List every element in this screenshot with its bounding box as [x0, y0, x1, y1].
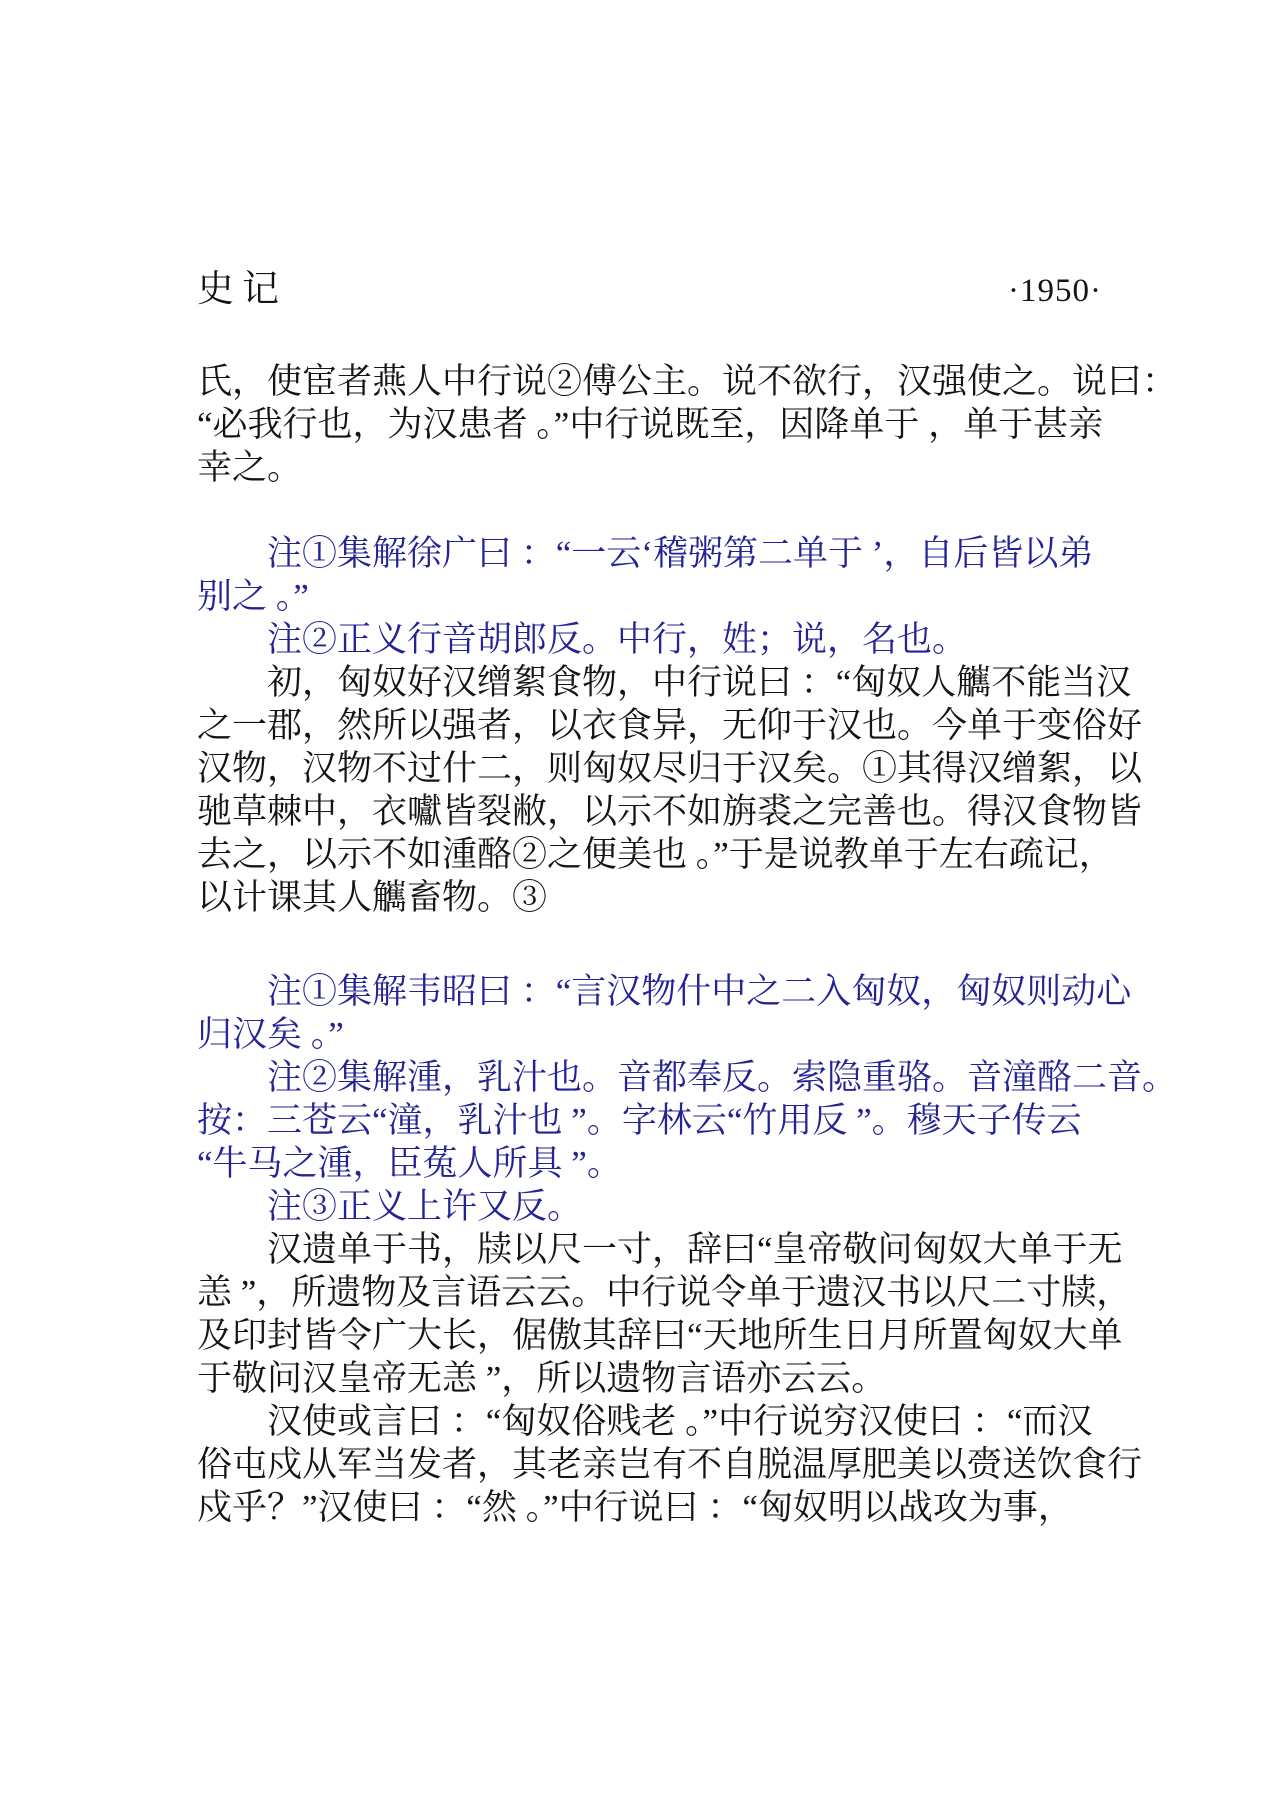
text-line: 氏，使宦者燕人中行说②傅公主。说不欲行，汉强使之。说曰：	[197, 362, 1178, 401]
text-line: 之一郡，然所以强者，以衣食异，无仰于汉也。今单于变俗好	[197, 706, 1143, 745]
page-number: ·1950·	[1008, 273, 1102, 309]
text-line: 恙 ”，所遗物及言语云云。中行说令单于遗汉书以尺二寸牍，	[197, 1273, 1132, 1312]
text-line: 驰草棘中，衣囐皆裂敝，以示不如旃裘之完善也。得汉食物皆	[197, 792, 1143, 831]
annotation-line: 注②正义行音胡郎反。中行，姓；说，名也。	[267, 620, 968, 659]
annotation-line: 注③正义上许又反。	[267, 1187, 583, 1226]
blank-line	[197, 919, 1137, 970]
text-line: 去之，以示不如湩酪②之便美也 。”于是说教单于左右疏记，	[197, 835, 1114, 874]
body-text	[197, 360, 1178, 1529]
text-line: 戍乎？”汉使曰 ：“然 。”中行说曰 ：“匈奴明以战攻为事，	[197, 1488, 1073, 1527]
page-header	[197, 258, 1102, 312]
text-line: 以计课其人觽畜物。③	[197, 878, 548, 917]
annotation-line: 注①集解徐广曰 ：“一云‘稽粥第二单于 ’，自后皆以弟	[267, 534, 1094, 573]
text-line: 于敬问汉皇帝无恙 ”，所以遗物言语亦云云。	[197, 1359, 887, 1398]
blank-line	[197, 489, 1137, 532]
text-line: 俗屯戍从军当发者，其老亲岂有不自脱温厚肥美以赍送饮食行	[197, 1445, 1143, 1484]
annotation-line: 按：三苍云“潼，乳汁也 ”。字林云“竹用反 ”。穆天子传云	[197, 1101, 1082, 1140]
text-line: “必我行也，为汉患者 。”中行说既至，因降单于 ，单于甚亲	[197, 405, 1104, 444]
text-line: 及印封皆令广大长，倨傲其辞曰“天地所生日月所置匈奴大单	[197, 1316, 1123, 1355]
text-line: 汉使或言曰 ：“匈奴俗贱老 。”中行说穷汉使曰 ：“而汉	[267, 1402, 1093, 1441]
annotation-line: 归汉矣 。”	[197, 1015, 344, 1054]
book-title: 史记	[197, 269, 287, 310]
annotation-line: 注②集解湩，乳汁也。音都奉反。索隐重骆。音潼酪二音。	[267, 1058, 1178, 1097]
text-line: 幸之。	[197, 448, 303, 487]
text-line: 汉遗单于书，牍以尺一寸，辞曰“皇帝敬问匈奴大单于无	[267, 1230, 1123, 1269]
annotation-line: 别之 。”	[197, 577, 309, 616]
text-line: 初，匈奴好汉缯絮食物，中行说曰 ：“匈奴人觽不能当汉	[267, 663, 1132, 702]
annotation-line: 注①集解韦昭曰 ：“言汉物什中之二入匈奴，匈奴则动心	[267, 972, 1132, 1011]
text-line: 汉物，汉物不过什二，则匈奴尽归于汉矣。①其得汉缯絮，以	[197, 749, 1143, 788]
annotation-line: “牛马之湩，臣菟人所具 ”。	[197, 1144, 622, 1183]
